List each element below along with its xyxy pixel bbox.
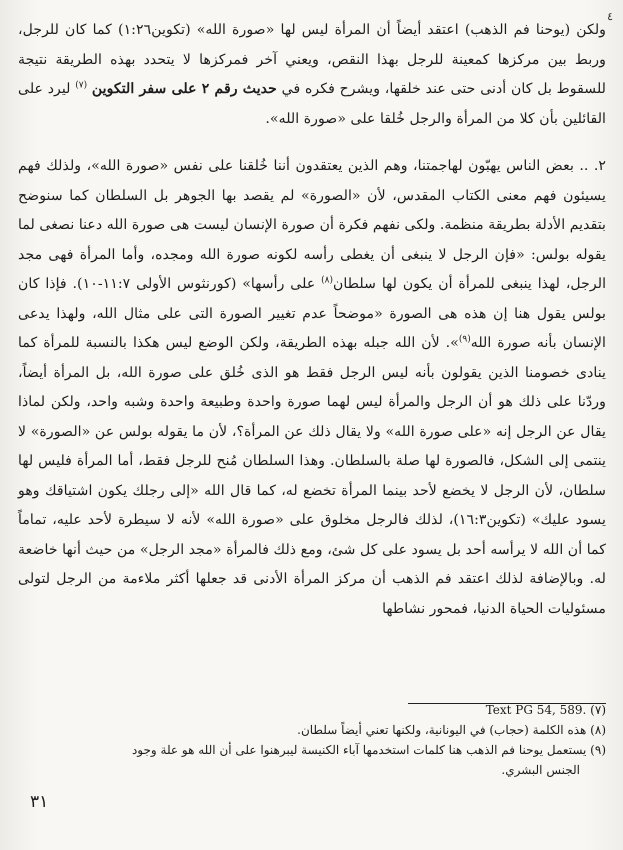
corner-mark: ٤ xyxy=(607,10,613,23)
footnote-8: (٨) هذه الكلمة (حجاب) في اليونانية، ولكنها تعني أيضاً سلطان. xyxy=(297,723,606,737)
paragraph-1-text-b: ليرد على القائلين بأن كلا من المرأة والرجل خُلقا على «صورة الله». xyxy=(18,81,606,127)
paragraph-2-text-c: ». لأن الله جبله بهذه الطريقة، ولكن الوضع ليس هكذا بالنسبة للمرأة كما ينادى خصومنا الذين يقولون بأنه ليس الرجل فقط هو الذى خُلق على صورة الله، بل المرأة أيضاً، وردّنا على ذلك هو أن الرجل والمرأة ليس لهما صورة واحدة وطبيعة واحدة وشبه واحد، ولكن لماذا يقال عن الرجل إنه «على صورة الله» ولا يقال ذلك عن المرأة؟، لأن ما يقوله بولس عن «الصورة» لا ينتمى إلى الشكل، فالصورة لها صلة بالسلطان. وهذا السلطان مُنح للرجل فقط، أما المرأة فليس لها سلطان، لأن الرجل لا يخضع لأحد بينما المرأة تخضع له، كما قال الله «إلى رجلك يكون اشتياقك وهو يسود عليك» (تكوين١٦:٣)، لذلك فالرجل مخلوق على «صورة الله» لأنه لا سيطرة لأحد عليه، تماماً كما أن الله لا يرأسه أحد بل يسود على كل شئ، ومع ذلك فالمرأة «مجد الرجل» من حيث أنها خاضعة له. وبالإضافة لذلك اعتقد فم الذهب أن مركز المرأة الأدنى قد جعلها أكثر ملاءمة من الرجل لتولى مسئوليات الحياة الدنيا، فمحور نشاطها xyxy=(18,335,606,617)
footnote-9-line-2: الجنس البشري. xyxy=(501,763,580,777)
footnote-ref-7: (٧) xyxy=(75,80,88,91)
paragraph-2-text-a: ٢. .. بعض الناس يهبّون لهاجمتنا، وهم الذين يعتقدون أننا خُلقنا على نفس «صورة الله»، ولذلك فهم يسيئون فهم معنى الكتاب المقدس، لأن «الصورة» لم يقصد بها الجوهر بل السلطان كما سنوضح بتقديم الأدلة بطريقة منظمة. ولكى نفهم فكرة أن صورة الإنسان ليست هى صورة الله دعنا نصغى لما يقوله بولس: «فإن الرجل لا ينبغى أن يغطى رأسه لكونه صورة الله ومجده، وأما المرأة فهى مجد الرجل، لهذا ينبغى للمرأة أن يكون لها سلطان xyxy=(18,158,607,292)
footnote-ref-9: (٩) xyxy=(458,334,471,345)
footnote-9 xyxy=(18,740,606,780)
paragraph-1-bold-reference: حديث رقم ٢ على سفر التكوين xyxy=(91,81,277,97)
page-number: ٣١ xyxy=(30,792,49,812)
paragraph-2-text-b: على رأسها» (كورنثوس الأولى ١١:٧-١٠). فإذا كان بولس يقول هنا إن هذه هى الصورة «موضحاً عدم تغيير الصورة التى على مثال الله، ولهذا يدعى الإنسان بأنه صورة الله xyxy=(18,276,606,351)
paragraph-1 xyxy=(18,16,606,134)
paragraph-2 xyxy=(18,152,606,624)
main-text xyxy=(18,16,606,624)
footnotes xyxy=(18,700,606,780)
footnote-7: Text PG 54, 589. (٧) xyxy=(485,703,606,717)
paragraph-1-text-a: ولكن (يوحنا فم الذهب) اعتقد أيضاً أن المرأة ليس لها «صورة الله» (تكوين١:٢٦) كما كان للرجل، وربط بين مركزها كمعينة للرجل بهذا النقص، ويعني آخر فمركزها لا يتحدد بهذه الطريقة نتيجة للسقوط بل كان أدنى حتى عند خلقها، ويشرح فكره في xyxy=(18,22,607,97)
footnote-ref-8: (٨) xyxy=(321,275,334,286)
footnote-9-line-1: (٩) يستعمل يوحنا فم الذهب هنا كلمات استخدمها آباء الكنيسة ليبرهنوا على أن الله هو علة وجود xyxy=(131,743,606,757)
